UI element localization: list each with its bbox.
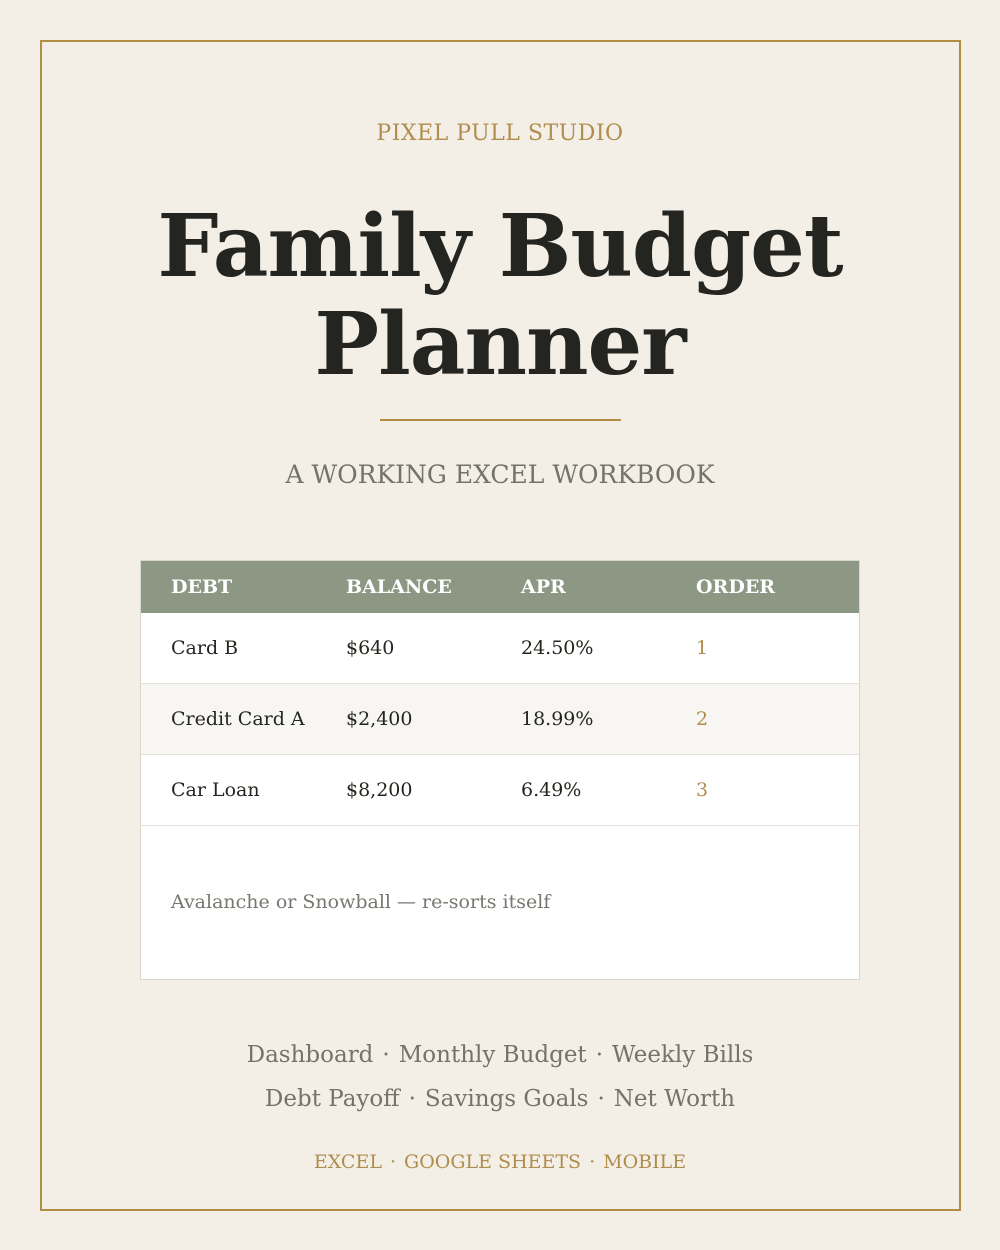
table-note: Avalanche or Snowball — re-sorts itself xyxy=(171,891,551,913)
debt-name-cell: Car Loan xyxy=(171,779,260,801)
order-cell: 2 xyxy=(696,708,709,730)
table-header-row xyxy=(141,561,859,613)
balance-cell: $8,200 xyxy=(346,779,413,801)
column-header-order: ORDER xyxy=(696,576,776,598)
separator-dot: · xyxy=(595,1042,603,1068)
order-cell: 1 xyxy=(696,637,709,659)
table-row xyxy=(141,613,859,684)
brand-name: PIXEL PULL STUDIO xyxy=(376,121,624,146)
platform-excel: EXCEL xyxy=(313,1151,382,1173)
sheet-name-dashboard: Dashboard xyxy=(246,1042,374,1068)
sheet-name-savings-goals: Savings Goals xyxy=(424,1086,589,1112)
sheet-name-monthly-budget: Monthly Budget xyxy=(398,1042,587,1068)
title-divider xyxy=(380,419,621,421)
table-row xyxy=(141,684,859,755)
separator-dot: · xyxy=(408,1086,416,1112)
sheet-name-weekly-bills: Weekly Bills xyxy=(612,1042,754,1068)
order-cell: 3 xyxy=(696,779,709,801)
column-header-apr: APR xyxy=(521,576,566,598)
title-line-1: Family Budget xyxy=(157,196,843,297)
title-line-2: Planner xyxy=(314,294,686,395)
platform-mobile: MOBILE xyxy=(603,1151,687,1173)
separator-dot: · xyxy=(382,1042,390,1068)
debt-name-cell: Card B xyxy=(171,637,239,659)
sheet-name-net-worth: Net Worth xyxy=(613,1086,736,1112)
separator-dot: · xyxy=(589,1151,596,1173)
sheet-list-row-2 xyxy=(0,1083,1000,1115)
page-title xyxy=(0,198,1000,394)
apr-cell: 24.50% xyxy=(521,637,594,659)
page-subtitle: A WORKING EXCEL WORKBOOK xyxy=(285,460,715,489)
apr-cell: 6.49% xyxy=(521,779,582,801)
sheet-name-debt-payoff: Debt Payoff xyxy=(264,1086,400,1112)
separator-dot: · xyxy=(597,1086,605,1112)
column-header-balance: BALANCE xyxy=(346,576,452,598)
separator-dot: · xyxy=(389,1151,397,1173)
platform-list xyxy=(0,1149,1000,1175)
balance-cell: $2,400 xyxy=(346,708,413,730)
apr-cell: 18.99% xyxy=(521,708,594,730)
column-header-debt: DEBT xyxy=(171,576,233,598)
balance-cell: $640 xyxy=(346,637,395,659)
sheet-list-row-1 xyxy=(0,1039,1000,1071)
table-row xyxy=(141,755,859,826)
debt-name-cell: Credit Card A xyxy=(171,708,305,730)
debt-table xyxy=(140,560,860,980)
platform-google-sheets: GOOGLE SHEETS xyxy=(404,1151,582,1173)
